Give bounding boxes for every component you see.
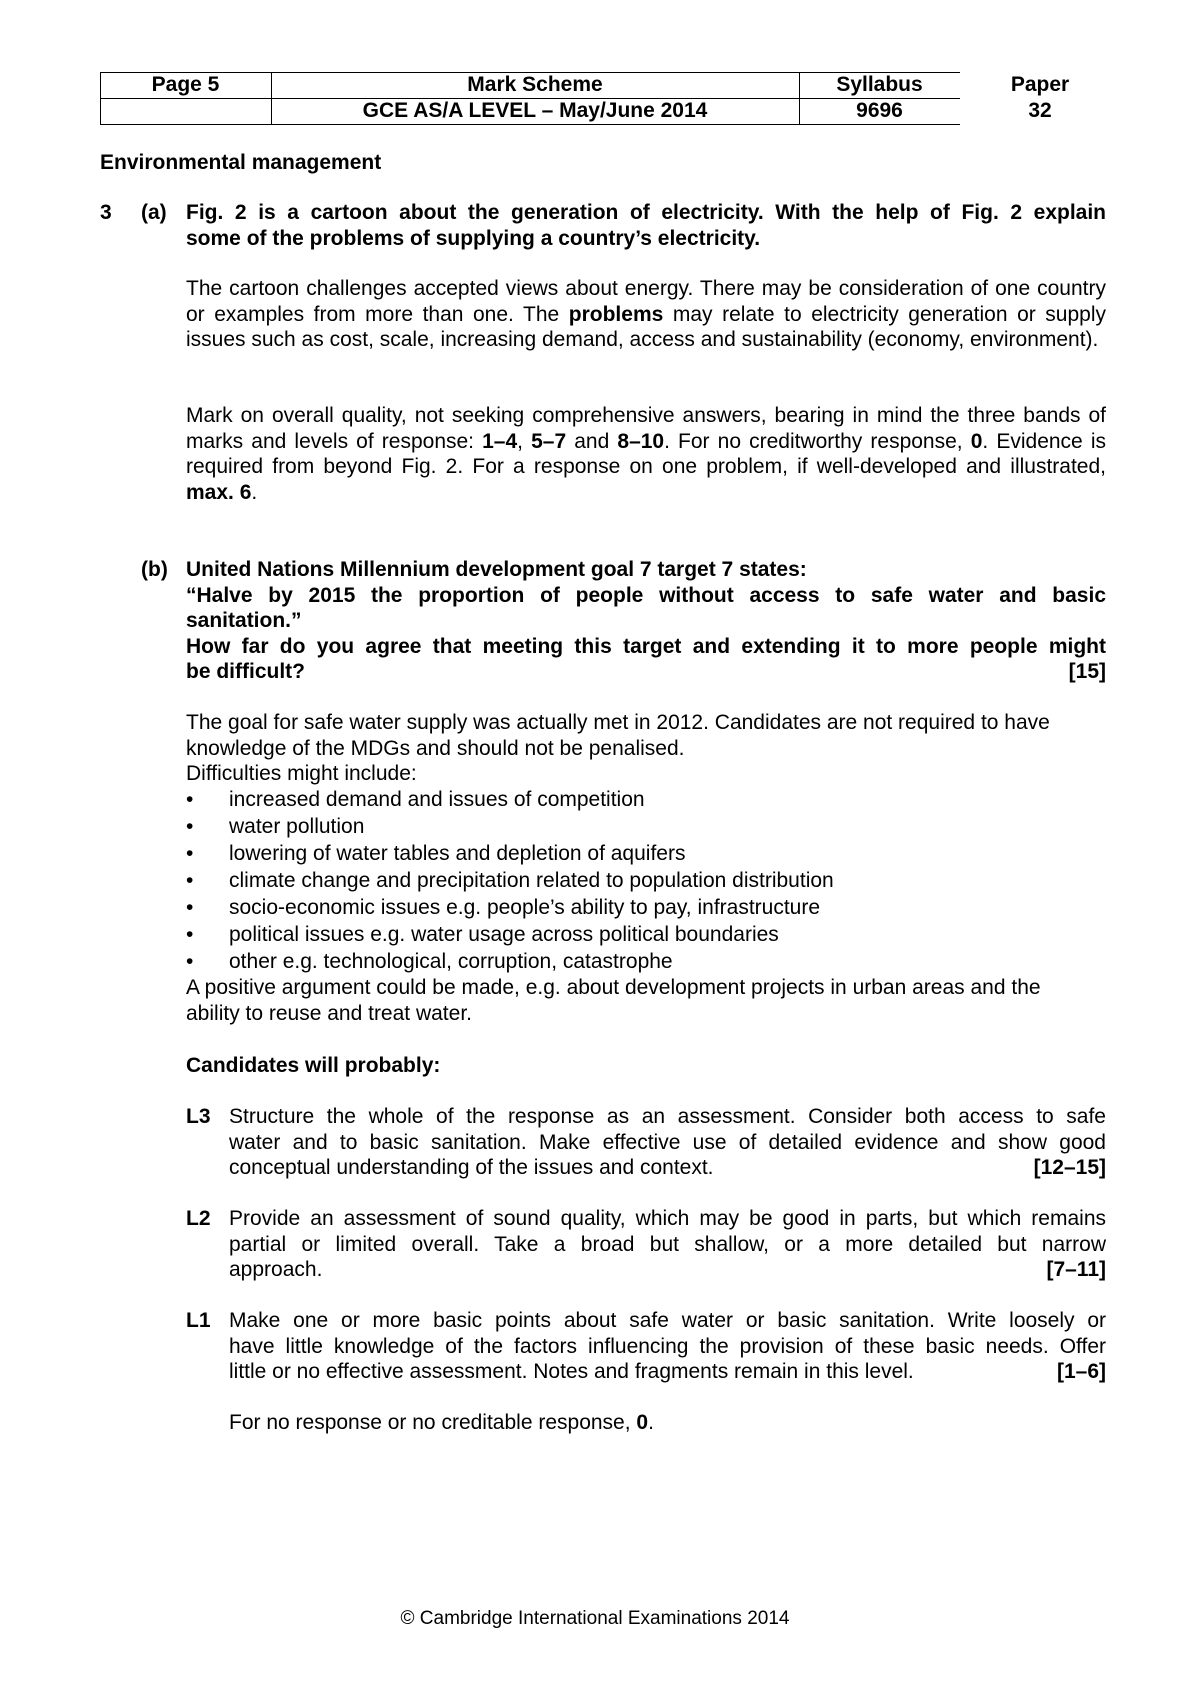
text-run: Mark on overall quality, not seeking comprehensive answers, bearing in mind the three bands of marks and levels of response: <box>186 404 1106 453</box>
text-run: and <box>566 429 618 453</box>
bullet-marker: • <box>186 815 194 838</box>
positive-argument <box>186 975 1106 1026</box>
text-run: For no response or no creditable response, <box>229 1411 637 1434</box>
level-descriptor-l2 <box>229 1206 1106 1283</box>
candidates-heading: Candidates will probably: <box>186 1054 441 1077</box>
part-a-question-line-2: some of the problems of supplying a country’s electricity. <box>186 226 761 250</box>
positive-line-2: ability to reuse and treat water. <box>186 1001 472 1025</box>
part-a-label: (a) <box>141 201 167 224</box>
part-a-paragraph-1 <box>186 276 1106 353</box>
level-text: conceptual understanding of the issues and context. <box>229 1156 714 1180</box>
header-title: Mark Scheme <box>467 73 603 96</box>
zero-mark: 0 <box>970 429 983 453</box>
mark-band: 1–4 <box>482 429 518 453</box>
level-code-l3: L3 <box>186 1105 211 1128</box>
list-item: water pollution <box>229 815 365 838</box>
list-item: other e.g. technological, corruption, catastrophe <box>229 950 673 973</box>
text-run: may relate to electricity generation or supply issues such as cost, scale, increasing demand, access and sustainability (economy, environment). <box>186 302 1106 352</box>
header-paper-number: 32 <box>1028 99 1052 122</box>
max-mark: max. 6 <box>186 480 252 504</box>
text-run: , <box>517 429 532 453</box>
part-b-question-line-4: How far do you agree that meeting this target and extending it to more people might <box>186 634 1106 658</box>
positive-line-1: A positive argument could be made, e.g. about development projects in urban areas and the <box>186 976 1041 999</box>
level-descriptor-l3 <box>229 1104 1106 1181</box>
bullet-marker: • <box>186 923 194 946</box>
level-marks-l2: [7–11] <box>1046 1258 1106 1282</box>
intro-line-2: knowledge of the MDGs and should not be penalised. <box>186 736 685 760</box>
intro-line-3: Difficulties might include: <box>186 762 417 786</box>
level-marks-l3: [12–15] <box>1033 1156 1106 1180</box>
level-line <box>229 1257 1106 1283</box>
list-item: increased demand and issues of competition <box>229 788 645 811</box>
part-b-question-line-1: United Nations Millennium development goal 7 target 7 states: <box>186 558 807 581</box>
level-line: Structure the whole of the response as an assessment. Consider both access to safe <box>229 1105 1106 1128</box>
header-page: Page 5 <box>151 73 220 96</box>
text-run: . <box>251 480 258 504</box>
part-b-question-line-2: “Halve by 2015 the proportion of people without access to safe water and basic <box>186 583 1106 607</box>
part-b-label: (b) <box>141 558 168 581</box>
header-table <box>100 72 1070 125</box>
header-bottom-rule <box>100 124 960 125</box>
level-line <box>229 1155 1106 1181</box>
bullet-marker: • <box>186 896 194 919</box>
part-a-paragraph-2 <box>186 403 1106 505</box>
zero-mark: 0 <box>636 1411 649 1434</box>
part-a-question-line-1: Fig. 2 is a cartoon about the generation of electricity. With the help of Fig. 2 explain <box>186 201 1106 224</box>
part-b-marks: [15] <box>1068 660 1106 684</box>
section-title: Environmental management <box>100 151 382 174</box>
text-run: . <box>648 1411 654 1434</box>
level-line: partial or limited overall. Take a broad but shallow, or a more detailed but narrow <box>229 1232 1106 1256</box>
header-exam: GCE AS/A LEVEL – May/June 2014 <box>362 99 708 122</box>
question-number: 3 <box>100 201 112 224</box>
bold-term: problems <box>568 302 664 326</box>
level-line: have little knowledge of the factors influencing the provision of these basic needs. Offer <box>229 1334 1106 1358</box>
part-b-question <box>186 557 1106 685</box>
level-marks-l1: [1–6] <box>1056 1360 1106 1384</box>
header-syllabus-code: 9696 <box>856 99 903 122</box>
list-item: lowering of water tables and depletion of aquifers <box>229 842 686 865</box>
bullet-marker: • <box>186 842 194 865</box>
level-line <box>229 1359 1106 1385</box>
level-line: Make one or more basic points about safe water or basic sanitation. Write loosely or <box>229 1309 1106 1332</box>
header-syllabus-label: Syllabus <box>836 73 923 96</box>
text-run: . For no creditworthy response, <box>664 429 971 453</box>
bullet-marker: • <box>186 788 194 811</box>
copyright-footer: © Cambridge International Examinations 2014 <box>400 1608 790 1629</box>
question-text: be difficult? <box>186 660 305 684</box>
mark-band: 8–10 <box>617 429 665 453</box>
no-response-note <box>229 1410 654 1435</box>
level-text: little or no effective assessment. Notes and fragments remain in this level. <box>229 1360 914 1384</box>
bullet-marker: • <box>186 950 194 973</box>
intro-line-1: The goal for safe water supply was actually met in 2012. Candidates are not required to have <box>186 711 1050 734</box>
level-code-l2: L2 <box>186 1207 211 1230</box>
part-b-question-line-5 <box>186 659 1106 685</box>
bullet-marker: • <box>186 869 194 892</box>
list-item: climate change and precipitation related to population distribution <box>229 869 834 892</box>
part-a-question <box>186 200 1106 251</box>
level-line: water and to basic sanitation. Make effective use of detailed evidence and show good <box>229 1130 1106 1154</box>
level-descriptor-l1 <box>229 1308 1106 1385</box>
part-b-question-line-3: sanitation.” <box>186 609 302 633</box>
text-run: The cartoon challenges accepted views about energy. There may be consideration of one country or examples from more than one. The <box>186 277 1106 326</box>
level-line: Provide an assessment of sound quality, which may be good in parts, but which remains <box>229 1207 1106 1230</box>
header-paper-label: Paper <box>1010 73 1070 96</box>
mark-band: 5–7 <box>531 429 567 453</box>
list-item: political issues e.g. water usage across political boundaries <box>229 923 779 946</box>
list-item: socio-economic issues e.g. people’s ability to pay, infrastructure <box>229 896 821 919</box>
level-text: approach. <box>229 1258 323 1282</box>
text-run: . Evidence is required from beyond Fig. 2. For a response on one problem, if well-developed and illustrated, <box>186 429 1106 479</box>
level-code-l1: L1 <box>186 1309 211 1332</box>
part-b-intro <box>186 710 1106 787</box>
